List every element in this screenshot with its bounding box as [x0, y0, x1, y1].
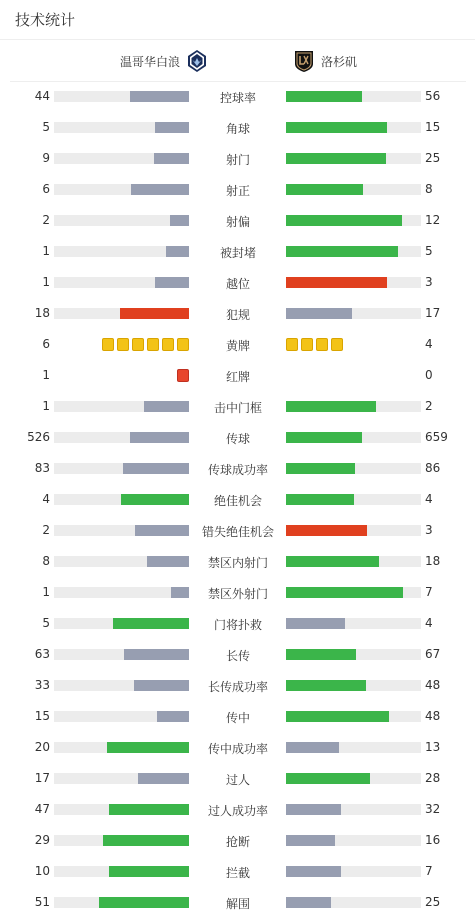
away-stat-bar	[286, 91, 421, 102]
away-stat-value: 0	[425, 368, 433, 382]
home-stat-bar-fill	[124, 649, 189, 660]
away-stat-value: 2	[425, 399, 433, 413]
home-stat-bar	[54, 122, 189, 133]
home-stat-value: 2	[42, 523, 50, 537]
stat-row	[0, 392, 475, 423]
stat-row	[0, 671, 475, 702]
away-stat-bar-fill	[286, 401, 376, 412]
home-stat-value: 10	[34, 864, 50, 878]
stat-row	[0, 733, 475, 764]
stat-label: 射正	[225, 184, 250, 198]
stat-label: 传球	[225, 432, 250, 446]
away-stat-value: 5	[425, 244, 433, 258]
away-stat-bar	[286, 432, 421, 443]
stat-label: 拦截	[225, 866, 250, 880]
stat-row	[0, 578, 475, 609]
stat-row	[0, 330, 475, 361]
stat-label: 解围	[225, 897, 250, 911]
away-stat-bar	[286, 711, 421, 722]
stat-label: 传球成功率	[207, 463, 268, 477]
home-stat-value: 5	[42, 616, 50, 630]
home-stat-bar-fill	[109, 866, 189, 877]
stat-label: 过人成功率	[207, 804, 268, 818]
away-stat-bar-fill	[286, 494, 354, 505]
home-stat-bar-fill	[155, 277, 189, 288]
home-stat-bar	[54, 742, 189, 753]
stat-label: 射偏	[225, 215, 250, 229]
away-stat-value: 17	[425, 306, 441, 320]
stat-label: 长传成功率	[207, 680, 268, 694]
stat-label: 传中	[225, 711, 250, 725]
stat-row	[0, 702, 475, 733]
home-stat-value: 1	[42, 585, 50, 599]
stat-label: 控球率	[219, 91, 256, 105]
home-stat-value: 20	[34, 740, 50, 754]
home-stat-value: 17	[34, 771, 50, 785]
home-stat-bar-fill	[170, 215, 189, 226]
home-stat-bar	[54, 897, 189, 908]
home-stat-bar-fill	[131, 184, 189, 195]
home-stat-bar-fill	[154, 153, 189, 164]
home-cards	[177, 369, 189, 382]
away-stat-bar	[286, 308, 421, 319]
away-stat-bar-fill	[286, 897, 331, 908]
home-stat-bar-fill	[144, 401, 189, 412]
home-stat-bar-fill	[130, 432, 189, 443]
home-team[interactable]	[120, 49, 208, 73]
stat-row	[0, 764, 475, 795]
away-stat-bar	[286, 680, 421, 691]
away-stat-bar	[286, 215, 421, 226]
away-stat-bar-fill	[286, 649, 356, 660]
page-header	[0, 0, 475, 40]
stat-label: 角球	[225, 122, 250, 136]
away-stat-bar	[286, 649, 421, 660]
away-stat-bar	[286, 246, 421, 257]
away-stat-value: 7	[425, 585, 433, 599]
stat-label: 击中门框	[213, 401, 262, 415]
away-stat-value: 67	[425, 647, 441, 661]
away-stat-bar	[286, 587, 421, 598]
home-stat-bar-fill	[121, 494, 189, 505]
away-stat-bar-fill	[286, 277, 387, 288]
away-stat-value: 28	[425, 771, 441, 785]
home-stat-value: 63	[34, 647, 50, 661]
home-stat-value: 1	[42, 275, 50, 289]
away-stat-bar-fill	[286, 525, 367, 536]
home-cards	[102, 338, 189, 351]
home-stat-bar-fill	[147, 556, 189, 567]
home-stat-value: 526	[27, 430, 50, 444]
home-stat-bar-fill	[107, 742, 189, 753]
away-stat-value: 48	[425, 678, 441, 692]
away-stat-value: 4	[425, 492, 433, 506]
stat-row	[0, 206, 475, 237]
away-stat-bar-fill	[286, 463, 355, 474]
away-stat-value: 659	[425, 430, 448, 444]
away-stat-value: 16	[425, 833, 441, 847]
away-stat-bar-fill	[286, 680, 366, 691]
stat-label: 绝佳机会	[213, 494, 262, 508]
home-stat-value: 1	[42, 399, 50, 413]
home-stat-bar	[54, 277, 189, 288]
away-stat-value: 32	[425, 802, 441, 816]
stat-label: 门将扑救	[213, 618, 262, 632]
away-team-name: 洛杉矶	[321, 54, 358, 69]
yellow-card-icon	[301, 338, 313, 351]
teams-header	[10, 41, 466, 82]
yellow-card-icon	[132, 338, 144, 351]
stat-label: 射门	[225, 153, 250, 167]
stat-row	[0, 516, 475, 547]
away-stat-bar	[286, 525, 421, 536]
stat-label: 越位	[225, 277, 250, 291]
home-stat-bar-fill	[120, 308, 189, 319]
away-stat-value: 18	[425, 554, 441, 568]
home-stat-value: 44	[34, 89, 50, 103]
away-stat-value: 3	[425, 523, 433, 537]
away-stat-value: 86	[425, 461, 441, 475]
stat-row	[0, 144, 475, 175]
red-card-icon	[177, 369, 189, 382]
stat-row	[0, 826, 475, 857]
stat-label: 禁区内射门	[207, 556, 268, 570]
away-stat-bar	[286, 897, 421, 908]
away-stat-bar	[286, 122, 421, 133]
home-stat-bar	[54, 618, 189, 629]
home-stat-bar	[54, 866, 189, 877]
stat-row	[0, 547, 475, 578]
away-stat-bar-fill	[286, 91, 362, 102]
away-stat-bar-fill	[286, 804, 341, 815]
away-stat-value: 48	[425, 709, 441, 723]
home-stat-bar	[54, 246, 189, 257]
away-stat-bar-fill	[286, 711, 389, 722]
lafc-logo-icon	[293, 49, 315, 73]
stat-label: 长传	[225, 649, 250, 663]
stat-label: 红牌	[225, 370, 250, 384]
home-stat-value: 6	[42, 182, 50, 196]
home-stat-bar-fill	[103, 835, 189, 846]
yellow-card-icon	[102, 338, 114, 351]
away-stat-value: 8	[425, 182, 433, 196]
stat-label: 黄牌	[225, 339, 250, 353]
away-stat-bar	[286, 742, 421, 753]
home-stat-value: 51	[34, 895, 50, 909]
away-stat-bar-fill	[286, 122, 387, 133]
away-stat-bar-fill	[286, 308, 352, 319]
home-stat-value: 1	[42, 368, 50, 382]
away-stat-bar-fill	[286, 184, 363, 195]
home-stat-bar-fill	[134, 680, 189, 691]
home-stat-value: 2	[42, 213, 50, 227]
away-stat-bar-fill	[286, 835, 335, 846]
whitecaps-logo-icon	[186, 49, 208, 73]
home-stat-bar	[54, 308, 189, 319]
home-stat-bar	[54, 153, 189, 164]
away-stat-bar	[286, 153, 421, 164]
home-stat-bar	[54, 184, 189, 195]
home-stat-bar	[54, 91, 189, 102]
home-stat-bar	[54, 649, 189, 660]
away-stat-bar	[286, 618, 421, 629]
stat-row	[0, 268, 475, 299]
stat-label: 传中成功率	[207, 742, 268, 756]
home-stat-bar-fill	[109, 804, 189, 815]
away-stat-bar-fill	[286, 246, 398, 257]
yellow-card-icon	[117, 338, 129, 351]
away-stat-value: 15	[425, 120, 441, 134]
stat-label: 错失绝佳机会	[201, 525, 274, 539]
away-stat-bar	[286, 184, 421, 195]
away-stat-value: 7	[425, 864, 433, 878]
stat-row	[0, 454, 475, 485]
away-stat-bar	[286, 556, 421, 567]
stat-label: 抢断	[225, 835, 250, 849]
home-stat-bar	[54, 773, 189, 784]
stat-label: 犯规	[225, 308, 250, 322]
stat-row	[0, 299, 475, 330]
home-team-name: 温哥华白浪	[119, 54, 180, 69]
stat-row	[0, 609, 475, 640]
home-stat-bar	[54, 835, 189, 846]
stat-label: 被封堵	[219, 246, 256, 260]
stat-row	[0, 237, 475, 268]
home-stat-bar	[54, 494, 189, 505]
home-stat-bar	[54, 556, 189, 567]
away-stat-bar-fill	[286, 215, 402, 226]
stat-row	[0, 82, 475, 113]
yellow-card-icon	[286, 338, 298, 351]
stat-label: 禁区外射门	[207, 587, 268, 601]
stat-row	[0, 113, 475, 144]
stat-row	[0, 485, 475, 516]
away-stat-bar	[286, 463, 421, 474]
stat-row	[0, 888, 475, 919]
home-stat-bar-fill	[113, 618, 189, 629]
home-stat-bar-fill	[138, 773, 189, 784]
away-stat-value: 3	[425, 275, 433, 289]
home-stat-value: 9	[42, 151, 50, 165]
stat-row	[0, 361, 475, 392]
home-stat-bar-fill	[99, 897, 189, 908]
away-stat-bar	[286, 835, 421, 846]
home-stat-bar	[54, 215, 189, 226]
yellow-card-icon	[316, 338, 328, 351]
page-title: 技术统计	[15, 11, 76, 29]
home-stat-value: 83	[34, 461, 50, 475]
home-stat-bar	[54, 525, 189, 536]
away-cards	[286, 338, 343, 351]
away-stat-bar-fill	[286, 773, 370, 784]
stat-row	[0, 423, 475, 454]
yellow-card-icon	[147, 338, 159, 351]
home-stat-value: 47	[34, 802, 50, 816]
home-stat-bar	[54, 680, 189, 691]
away-stat-bar-fill	[286, 866, 341, 877]
home-stat-bar	[54, 463, 189, 474]
home-stat-bar-fill	[171, 587, 189, 598]
home-stat-bar-fill	[166, 246, 189, 257]
stat-label: 过人	[225, 773, 250, 787]
away-stat-value: 12	[425, 213, 441, 227]
stat-row	[0, 640, 475, 671]
away-stat-bar-fill	[286, 618, 345, 629]
away-stat-bar	[286, 401, 421, 412]
home-stat-bar	[54, 711, 189, 722]
away-stat-bar-fill	[286, 153, 386, 164]
home-stat-bar-fill	[130, 91, 189, 102]
home-stat-bar	[54, 587, 189, 598]
away-stat-value: 56	[425, 89, 441, 103]
away-stat-bar-fill	[286, 742, 339, 753]
away-stat-value: 13	[425, 740, 441, 754]
away-stat-bar	[286, 773, 421, 784]
home-stat-value: 18	[34, 306, 50, 320]
home-stat-value: 33	[34, 678, 50, 692]
away-stat-value: 25	[425, 151, 441, 165]
stat-row	[0, 795, 475, 826]
away-stat-bar-fill	[286, 587, 403, 598]
home-stat-bar	[54, 432, 189, 443]
home-stat-value: 1	[42, 244, 50, 258]
away-stat-bar-fill	[286, 556, 379, 567]
yellow-card-icon	[177, 338, 189, 351]
home-stat-value: 8	[42, 554, 50, 568]
home-stat-bar-fill	[157, 711, 189, 722]
stat-row	[0, 857, 475, 888]
home-stat-value: 5	[42, 120, 50, 134]
away-stat-bar	[286, 804, 421, 815]
home-stat-bar-fill	[135, 525, 189, 536]
away-stat-bar	[286, 866, 421, 877]
yellow-card-icon	[162, 338, 174, 351]
home-stat-bar	[54, 401, 189, 412]
away-team[interactable]	[293, 49, 357, 73]
away-stat-bar	[286, 277, 421, 288]
away-stat-value: 4	[425, 616, 433, 630]
away-stat-value: 25	[425, 895, 441, 909]
home-stat-bar-fill	[123, 463, 189, 474]
home-stat-value: 29	[34, 833, 50, 847]
away-stat-bar	[286, 494, 421, 505]
home-stat-value: 4	[42, 492, 50, 506]
home-stat-value: 6	[42, 337, 50, 351]
yellow-card-icon	[331, 338, 343, 351]
home-stat-bar	[54, 804, 189, 815]
away-stat-bar-fill	[286, 432, 362, 443]
stats-list	[0, 82, 475, 919]
home-stat-value: 15	[34, 709, 50, 723]
stat-row	[0, 175, 475, 206]
home-stat-bar-fill	[155, 122, 189, 133]
away-stat-value: 4	[425, 337, 433, 351]
